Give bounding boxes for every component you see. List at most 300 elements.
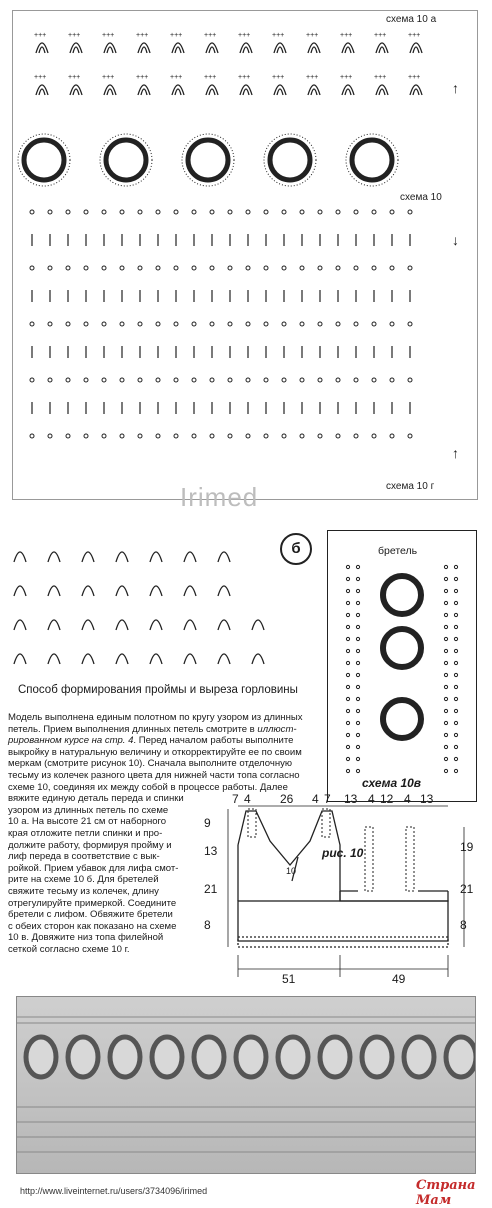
sc-symbol: +++ [272,32,285,39]
chain-symbol [66,378,70,382]
dimension-top: 13 [344,792,358,806]
chain-symbol [356,565,359,568]
long-loop-symbol [14,620,26,630]
ring-symbol [383,576,421,614]
chain-symbol [454,613,457,616]
chain-symbol [48,210,52,214]
chain-symbol [84,210,88,214]
chain-symbol [356,637,359,640]
chain-symbol [318,266,322,270]
chart-10-svg [0,0,492,500]
sc-symbol: +++ [102,74,115,81]
chain-symbol [346,733,349,736]
sc-symbol: +++ [34,74,47,81]
chain-symbol [282,322,286,326]
long-loop-symbol [342,85,354,95]
dimension-left: 13 [204,844,218,858]
long-loop-symbol [218,586,230,596]
chart-b-svg [8,530,308,680]
text-line: ройкой. Прием убавок для лифа смот- [8,862,179,874]
dimension-right: 21 [460,882,474,896]
chain-symbol [372,322,376,326]
chain-symbol [282,378,286,382]
figure-label: рис. 10 [322,846,364,860]
chain-symbol [454,757,457,760]
long-loop-symbol [376,43,388,53]
long-loop-symbol [184,552,196,562]
chain-symbol [246,322,250,326]
strap-svg [328,531,476,801]
chain-symbol [356,769,359,772]
chain-symbol [336,210,340,214]
chain-symbol [390,322,394,326]
chain-symbol [210,434,214,438]
chain-symbol [454,577,457,580]
long-loop-symbol [252,620,264,630]
site-logo: Страна Мам [416,1178,476,1208]
long-loop-symbol [274,43,286,53]
chain-symbol [346,565,349,568]
strap-chart-box [327,530,477,802]
chain-symbol [318,378,322,382]
long-loop-symbol [184,654,196,664]
text-line: выкройку в натуральную величину и откорректируйте ее по своим [8,746,302,758]
ring-symbol [383,700,421,738]
chain-symbol [84,266,88,270]
chain-symbol [210,210,214,214]
chain-symbol [318,322,322,326]
chain-symbol [346,709,349,712]
chain-symbol [120,322,124,326]
dimension-left: 8 [204,918,211,932]
chain-symbol [346,589,349,592]
chain-symbol [454,601,457,604]
chain-symbol [318,210,322,214]
long-loop-symbol [48,552,60,562]
chain-symbol [84,322,88,326]
long-loop-symbol [218,654,230,664]
chain-symbol [84,434,88,438]
dimension-left: 9 [204,816,211,830]
chain-symbol [354,322,358,326]
chain-symbol [228,378,232,382]
photo-ring [362,1037,392,1077]
chain-symbol [300,322,304,326]
chain-symbol [336,434,340,438]
schema-10g-label: схема 10 г [386,481,435,492]
text-line: узором из длинных петель по схеме [8,804,169,816]
chain-symbol [120,378,124,382]
chain-symbol [454,769,457,772]
sc-symbol: +++ [136,32,149,39]
strap-label: бретель [378,545,418,557]
chain-symbol [356,709,359,712]
long-loop-symbol [150,654,162,664]
sc-symbol: +++ [306,32,319,39]
sc-symbol: +++ [170,32,183,39]
chain-symbol [48,434,52,438]
chain-symbol [390,434,394,438]
chain-symbol [356,625,359,628]
chain-symbol [156,378,160,382]
chain-symbol [356,697,359,700]
long-loop-symbol [206,85,218,95]
chain-symbol [210,322,214,326]
chain-symbol [354,434,358,438]
chain-symbol [444,613,447,616]
chain-symbol [356,685,359,688]
chain-symbol [444,661,447,664]
photo-ring [320,1037,350,1077]
chain-symbol [300,378,304,382]
schema-10-label: схема 10 [400,192,442,203]
dimension-bottom: 49 [392,972,406,986]
long-loop-symbol [376,85,388,95]
photo-ring [278,1037,308,1077]
chain-symbol [454,685,457,688]
chain-symbol [264,322,268,326]
long-loop-symbol [150,586,162,596]
dimension-left: 21 [204,882,218,896]
chain-symbol [264,378,268,382]
chain-symbol [356,745,359,748]
chain-symbol [346,601,349,604]
chain-symbol [102,434,106,438]
long-loop-symbol [138,85,150,95]
chain-symbol [444,565,447,568]
long-loop-symbol [150,552,162,562]
schema-10v-label: схема 10в [362,776,422,790]
long-loop-symbol [82,620,94,630]
dimension-top: 7 [232,792,239,806]
text-line: должите работу, формируя пройму и [8,839,172,851]
chain-symbol [300,210,304,214]
long-loop-symbol [14,654,26,664]
chain-symbol [174,434,178,438]
chain-symbol [48,266,52,270]
long-loop-symbol [70,43,82,53]
chain-symbol [454,673,457,676]
ring-symbol [188,140,228,180]
text-line: петель. Прием выполнения длинных петель смотрите в иллюст- [8,723,297,735]
sc-symbol: +++ [306,74,319,81]
ring-symbol [352,140,392,180]
chain-symbol [66,434,70,438]
chain-symbol [264,210,268,214]
dimension-top: 4 [312,792,319,806]
dimension-bottom: 51 [282,972,296,986]
photo-ring [446,1037,475,1077]
chain-symbol [444,637,447,640]
chain-symbol [354,210,358,214]
text-line: бретели с лифом. Обвяжите бретели [8,909,173,921]
text-line: 10 а. На высоте 21 см от наборного [8,816,167,828]
long-loop-symbol [308,43,320,53]
long-loop-symbol [48,654,60,664]
chain-symbol [444,769,447,772]
long-loop-symbol [48,586,60,596]
pattern-drawing [218,805,480,991]
chain-symbol [408,210,412,214]
chart-b-caption: Способ формирования проймы и выреза горловины [18,684,298,696]
long-loop-symbol [36,85,48,95]
chain-symbol [356,673,359,676]
long-loop-symbol [104,85,116,95]
arrow-up-icon: ↑ [452,445,459,461]
text-line: сеткой согласно схеме 10 г. [8,943,130,955]
chain-symbol [356,661,359,664]
chain-symbol [444,697,447,700]
long-loop-symbol [184,586,196,596]
chain-symbol [30,378,34,382]
sc-symbol: +++ [340,32,353,39]
chain-symbol [444,745,447,748]
chain-symbol [454,721,457,724]
long-loop-symbol [252,654,264,664]
text-line: отрегулируйте примеркой. Соедините [8,897,177,909]
dimension-right: 8 [460,918,467,932]
chain-symbol [138,378,142,382]
chain-symbol [372,434,376,438]
long-loop-symbol [36,43,48,53]
text-line: схеме 10, соединяя их между собой в процессе работы. Далее [8,781,288,793]
chain-symbol [356,589,359,592]
chain-symbol [48,378,52,382]
text-line: края отложите петли спинки и про- [8,827,163,839]
chain-symbol [354,266,358,270]
ring-symbol [24,140,64,180]
chain-symbol [120,210,124,214]
dimension-top: 4 [244,792,251,806]
chain-symbol [336,378,340,382]
chain-symbol [48,322,52,326]
chain-symbol [66,210,70,214]
dimension-top: 13 [420,792,434,806]
photo-ring [152,1037,182,1077]
chain-symbol [454,565,457,568]
chain-symbol [356,649,359,652]
skirt-outline [238,901,448,941]
chain-symbol [30,210,34,214]
watermark: Irimed [180,482,259,512]
chain-symbol [346,577,349,580]
chain-symbol [408,266,412,270]
chain-symbol [228,434,232,438]
sc-symbol: +++ [408,32,421,39]
chain-symbol [102,378,106,382]
long-loop-symbol [218,552,230,562]
chain-symbol [282,266,286,270]
chain-symbol [264,434,268,438]
dimension-top: 4 [368,792,375,806]
long-loop-symbol [14,552,26,562]
chain-symbol [346,769,349,772]
chain-symbol [138,322,142,326]
long-loop-symbol [82,586,94,596]
chain-symbol [174,266,178,270]
chain-symbol [228,266,232,270]
long-loop-symbol [410,43,422,53]
photo-ring [236,1037,266,1077]
photo-ring [404,1037,434,1077]
sc-symbol: +++ [408,74,421,81]
chain-symbol [346,745,349,748]
long-loop-symbol [240,43,252,53]
chain-symbol [138,434,142,438]
chain-symbol [454,589,457,592]
chain-symbol [444,577,447,580]
chain-symbol [192,266,196,270]
chain-symbol [102,322,106,326]
photo-ring [68,1037,98,1077]
chain-symbol [390,266,394,270]
chain-symbol [346,661,349,664]
arrow-up-icon: ↑ [452,80,459,96]
long-loop-symbol [104,43,116,53]
chain-symbol [138,266,142,270]
chain-symbol [408,434,412,438]
chain-symbol [346,649,349,652]
text-line: рите на схеме 10 б. Для бретелей [8,874,159,886]
chain-symbol [390,210,394,214]
chain-symbol [444,685,447,688]
chain-symbol [390,378,394,382]
dimension-right: 19 [460,840,474,854]
chain-symbol [454,661,457,664]
sc-symbol: +++ [68,32,81,39]
long-loop-symbol [172,43,184,53]
chain-symbol [156,434,160,438]
chain-symbol [454,709,457,712]
chain-symbol [346,637,349,640]
chain-symbol [356,733,359,736]
chain-symbol [156,210,160,214]
knitted-fabric-photo [16,996,476,1174]
long-loop-symbol [172,85,184,95]
chart-b-badge: б [280,533,312,565]
chain-symbol [210,266,214,270]
ring-symbol [383,629,421,667]
chain-symbol [346,613,349,616]
photo-ring [26,1037,56,1077]
text-line: 10 в. Довяжите низ топа филейной [8,932,164,944]
long-loop-symbol [138,43,150,53]
sc-symbol: +++ [136,74,149,81]
chain-symbol [174,322,178,326]
chain-symbol [444,625,447,628]
long-loop-symbol [240,85,252,95]
long-loop-symbol [308,85,320,95]
chain-symbol [356,577,359,580]
chain-symbol [156,322,160,326]
chain-symbol [336,322,340,326]
chain-symbol [282,210,286,214]
chain-symbol [102,266,106,270]
chain-symbol [454,745,457,748]
chain-symbol [66,266,70,270]
long-loop-symbol [116,586,128,596]
ring-symbol [270,140,310,180]
chain-symbol [444,709,447,712]
sc-symbol: +++ [374,74,387,81]
dimension-top: 26 [280,792,294,806]
inner-dimension: 10 [286,866,297,876]
chain-symbol [120,266,124,270]
long-loop-symbol [218,620,230,630]
text-line: рированном курсе на стр. 4. Перед началом работы выполните [8,735,294,747]
sc-symbol: +++ [238,32,251,39]
text-line: с обеих сторон как показано на схеме [8,920,177,932]
text-line: тесьму из колечек разного цвета для нижней части топа согласно [8,769,300,781]
long-loop-symbol [206,43,218,53]
chain-symbol [174,210,178,214]
chain-symbol [346,673,349,676]
long-loop-symbol [82,552,94,562]
sc-symbol: +++ [374,32,387,39]
chain-symbol [192,322,196,326]
dimension-top: 7 [324,792,331,806]
long-loop-symbol [150,620,162,630]
long-loop-symbol [116,654,128,664]
chain-symbol [346,757,349,760]
chain-symbol [372,210,376,214]
chain-symbol [102,210,106,214]
chain-symbol [372,266,376,270]
chain-symbol [228,210,232,214]
chain-symbol [264,266,268,270]
chain-symbol [30,266,34,270]
chain-symbol [444,601,447,604]
crochet-chart-b [8,530,308,680]
sc-symbol: +++ [340,74,353,81]
chain-symbol [346,697,349,700]
arrow-down-icon: ↓ [452,232,459,248]
chain-symbol [336,266,340,270]
schema-10a-label: схема 10 а [386,14,437,25]
sc-symbol: +++ [170,74,183,81]
chain-symbol [174,378,178,382]
chain-symbol [454,649,457,652]
chain-symbol [346,721,349,724]
long-loop-symbol [342,43,354,53]
chain-symbol [282,434,286,438]
text-line: вяжите единую деталь переда и спинки [8,793,184,805]
sc-symbol: +++ [238,74,251,81]
chain-symbol [318,434,322,438]
dimension-top: 12 [380,792,394,806]
chain-symbol [408,322,412,326]
chain-symbol [372,378,376,382]
chain-symbol [192,378,196,382]
text-line: Модель выполнена единым полотном по кругу узором из длинных [8,712,303,723]
chain-symbol [356,721,359,724]
chain-symbol [444,589,447,592]
long-loop-symbol [70,85,82,95]
chain-symbol [444,721,447,724]
sc-symbol: +++ [68,74,81,81]
chain-symbol [356,757,359,760]
sc-symbol: +++ [204,32,217,39]
sc-symbol: +++ [272,74,285,81]
chain-symbol [246,266,250,270]
chain-symbol [408,378,412,382]
chain-symbol [346,685,349,688]
photo-ring [194,1037,224,1077]
chain-symbol [356,601,359,604]
chain-symbol [66,322,70,326]
chain-symbol [192,210,196,214]
chain-symbol [138,210,142,214]
